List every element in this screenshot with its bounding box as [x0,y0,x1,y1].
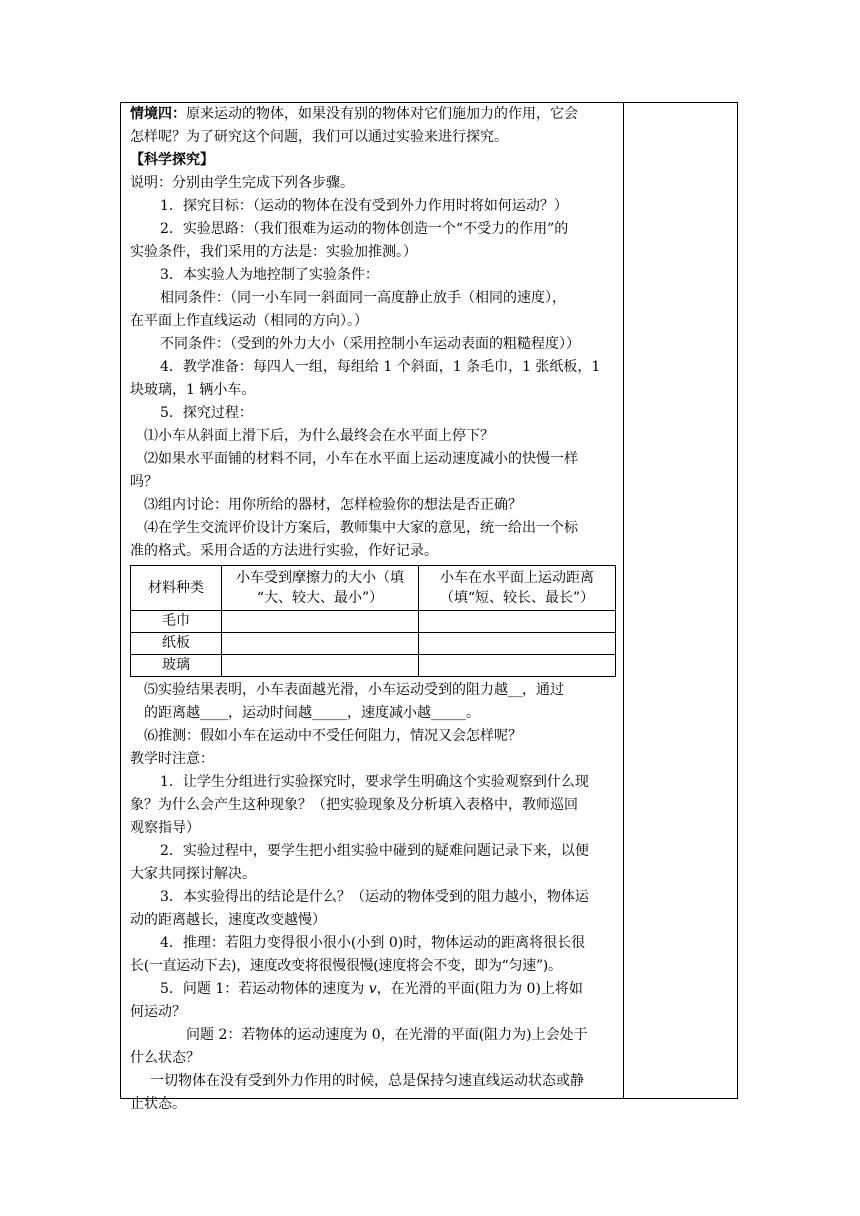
teaching-note-title: 教学时注意： [130,751,214,767]
inference: ⑹推测：假如小车在运动中不受任何阻力，情况又会怎样呢？ [144,728,522,744]
step-4-line-2: 块玻璃，1 辆小车。 [130,382,256,398]
result-line-2: 的距离越____，运动时间越_____，速度减小越_____。 [144,705,480,721]
result-line-1: ⑸实验结果表明，小车表面越光滑，小车运动受到的阻力越__，通过 [144,682,564,698]
note-3-line-1: 3．本实验得出的结论是什么？（运动的物体受到的阻力越小，物体运 [160,889,589,905]
friction-cell-glass[interactable] [222,655,419,677]
intro-text: 说明：分别由学生完成下列各步骤。 [130,175,354,191]
note-1-line-2: 象？为什么会产生这种现象？（把实验现象及分析填入表格中，教师巡回 [130,797,578,813]
note-4-line-2: 长(一直运动下去)，速度改变将很慢很慢(速度将会不变，即为“匀速”)。 [130,958,562,974]
note-2-line-2: 大家共同探讨解决。 [130,866,256,882]
step-4-line-1: 4．教学准备：每四人一组，每组给 1 个斜面，1 条毛巾，1 张纸板，1 [160,359,601,375]
scenario-line-1: 情境四：原来运动的物体，如果没有别的物体对它们施加力的作用，它会 [130,106,578,122]
column-divider [623,102,624,1099]
material-towel: 毛巾 [131,611,222,633]
friction-cell-cardboard[interactable] [222,633,419,655]
lesson-content [130,103,620,1116]
question-2-line-2: 什么状态？ [130,1050,200,1066]
distance-cell-glass[interactable] [419,655,616,677]
conclusion-line-1: 一切物体在没有受到外力作用的时候，总是保持匀速直线运动状态或静 [150,1073,584,1089]
header-distance: 小车在水平面上运动距离 （填“短、较长、最长”） [419,566,616,611]
process-4-line-1: ⑷在学生交流评价设计方案后，教师集中大家的意见，统一给出一个标 [144,520,578,536]
conclusion-line-2: 止状态。 [130,1096,186,1112]
step-2-line-2: 实验条件，我们采用的方法是：实验加推测。） [130,244,417,260]
process-1: ⑴小车从斜面上滑下后，为什么最终会在水平面上停下？ [144,428,494,444]
header-friction: 小车受到摩擦力的大小（填 “大、较大、最小”） [222,566,419,611]
scenario-label: 情境四： [130,106,186,122]
question-2-line-1: 问题 2：若物体的运动速度为 0，在光滑的平面(阻力为)上会处于 [186,1027,588,1043]
note-5-line-1: 5．问题 1：若运动物体的速度为 v，在光滑的平面(阻力为 0)上将如 [160,981,583,997]
velocity-variable: v [368,981,377,997]
distance-cell-towel[interactable] [419,611,616,633]
different-condition: 不同条件：（受到的外力大小（采用控制小车运动表面的粗糙程度）） [160,336,580,352]
header-material: 材料种类 [131,566,222,611]
note-5-line-2: 何运动？ [130,1004,186,1020]
process-3: ⑶组内讨论：用你所给的器材，怎样检验你的想法是否正确？ [144,497,522,513]
note-1-line-1: 1．让学生分组进行实验探究时，要求学生明确这个实验观察到什么现 [160,774,589,790]
note-4-line-1: 4．推理：若阻力变得很小很小(小到 0)时，物体运动的距离将很长很 [160,935,586,951]
section-title: 【科学探究】 [130,152,214,168]
experiment-table [130,565,616,677]
scenario-line-2: 怎样呢？为了研究这个问题，我们可以通过实验来进行探究。 [130,129,508,145]
step-5: 5．探究过程： [160,405,253,421]
process-2-line-1: ⑵如果水平面铺的材料不同，小车在水平面上运动速度减小的快慢一样 [144,451,578,467]
material-cardboard: 纸板 [131,633,222,655]
process-2-line-2: 吗？ [130,474,158,490]
step-3: 3．本实验人为地控制了实验条件： [160,267,379,283]
note-3-line-2: 动的距离越长，速度改变越慢） [130,912,326,928]
note-1-line-3: 观察指导） [130,820,200,836]
material-glass: 玻璃 [131,655,222,677]
note-2-line-1: 2．实验过程中，要学生把小组实验中碰到的疑难问题记录下来，以便 [160,843,589,859]
friction-cell-towel[interactable] [222,611,419,633]
same-condition-line-1: 相同条件：（同一小车同一斜面同一高度静止放手（相同的速度）， [160,290,566,306]
same-condition-line-2: 在平面上作直线运动（相同的方向）。） [130,313,368,329]
step-1: 1．探究目标：（运动的物体在没有受到外力作用时将如何运动？） [160,198,568,214]
distance-cell-cardboard[interactable] [419,633,616,655]
step-2-line-1: 2．实验思路：（我们很难为运动的物体创造一个“不受力的作用”的 [160,221,569,237]
process-4-line-2: 准的格式。采用合适的方法进行实验，作好记录。 [130,543,438,559]
